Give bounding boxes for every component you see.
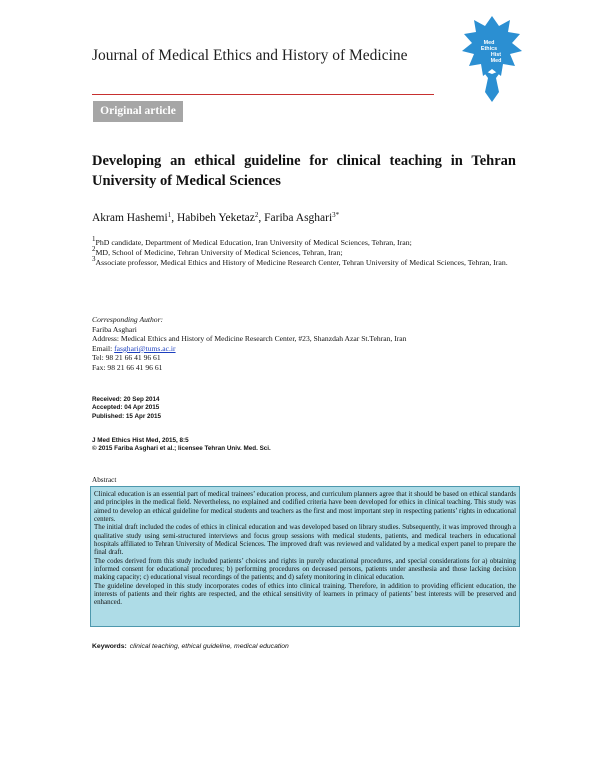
- logo-text-line: Ethics: [480, 46, 498, 52]
- date-received: Received: 20 Sep 2014: [92, 396, 160, 403]
- author-affiliation-mark: 2: [254, 211, 259, 219]
- journal-title: Journal of Medical Ethics and History of Medicine: [92, 47, 408, 64]
- citation-ref: J Med Ethics Hist Med, 2015, 8:5: [92, 437, 189, 444]
- author-affiliation-mark: 3*: [332, 211, 340, 219]
- corresponding-email-line: Email: fasghari@tums.ac.ir: [92, 343, 176, 353]
- author-affiliation-mark: 1: [167, 211, 172, 219]
- journal-logo: [452, 14, 532, 104]
- affiliation-2: $^2$MD, School of Medicine, Tehran University of Medical Sciences, Tehran, Iran;: [92, 245, 343, 257]
- citation-block: [92, 437, 271, 454]
- corresponding-name: Fariba Asghari: [92, 324, 137, 334]
- abstract-paragraph: The guideline developed in this study incorporates codes of ethics into clinical training. Therefore, in addition to providing efficient education, the interests of patients and their rights are respected, and the ethical sensitivity of learners in primacy of patients’ best interests will be preserved and enhanced.: [94, 581, 516, 607]
- keywords-label: Keywords:: [92, 643, 127, 650]
- affiliation-1: $^1$PhD candidate, Department of Medical Education, Iran University of Medical Sciences, Tehran, Iran;: [92, 235, 412, 247]
- affiliation-3: $^3$Associate professor, Medical Ethics and History of Medicine Research Center, Tehran University of Medical Sciences, Tehran, Iran.: [92, 255, 508, 267]
- date-accepted: Accepted: 04 Apr 2015: [92, 404, 160, 412]
- header-rule: [92, 94, 434, 95]
- author-separator: ,: [171, 212, 177, 224]
- corresponding-tel: Tel: 98 21 66 41 96 61: [92, 353, 161, 363]
- corresponding-author-block: [92, 315, 406, 373]
- abstract-paragraph: The initial draft included the codes of ethics in clinical education and was developed based on library studies. Subsequently, it was improved through a qualitative study using semi-structured interviews and focus group sessions with medical students, patients, and medical teachers in educational hospitals affiliated to Tehran University of Medical Sciences. The improved draft was reviewed and validated by a medical expert panel to prepare the final draft.: [94, 523, 516, 557]
- article-title: Developing an ethical guideline for clinical teaching in Tehran University of Medical Sciences: [92, 153, 516, 189]
- author-list: [92, 211, 339, 224]
- author-name: Fariba Asghari: [264, 212, 333, 224]
- corresponding-fax: Fax: 98 21 66 41 96 61: [92, 362, 163, 372]
- email-link[interactable]: fasghari@tums.ac.ir: [114, 343, 176, 353]
- corresponding-heading: Corresponding Author:: [92, 315, 164, 324]
- dates-block: [92, 396, 161, 421]
- date-published: Published: 15 Apr 2015: [92, 412, 162, 420]
- journal-logo-icon: [452, 14, 532, 104]
- article-type-badge: Original article: [93, 101, 183, 122]
- citation-copyright: © 2015 Fariba Asghari et al.; licensee Tehran Univ. Med. Sci.: [92, 445, 271, 453]
- abstract-paragraph: The codes derived from this study included patients’ choices and rights in purely educational procedures, and special considerations for a) obtaining informed consent for educational procedures; b) performing procedures on deceased persons, patients under anesthesia and those lacking decision making capacity; c) educational visual recordings of the patients; and d) safety monitoring in clinical education.: [94, 556, 516, 582]
- keywords-line: [92, 643, 289, 650]
- abstract-box: [90, 486, 520, 627]
- author-name: Habibeh Yeketaz: [176, 212, 255, 224]
- abstract-label: Abstract: [92, 476, 117, 484]
- author-name: Akram Hashemi: [92, 212, 168, 224]
- author-separator: ,: [258, 212, 265, 224]
- corresponding-address: Address: Medical Ethics and History of Medicine Research Center, #23, Shanzdah Azar St.Tehran, Iran: [92, 334, 407, 344]
- logo-text-line: Med: [490, 58, 502, 64]
- keywords-text: clinical teaching, ethical guideline, medical education: [129, 643, 289, 650]
- logo-text-line: Hist: [490, 52, 502, 58]
- abstract-paragraph: Clinical education is an essential part of medical trainees’ education process, and curriculum planners agree that it should be based on ethical standards and principles in the medical field. Nevertheless, no explained and codified criteria have been developed for ethics in clinical teaching. This study was aimed to develop an ethical guideline for medical students and teachers as the first and most important step in respecting patients’ rights in educational centers.: [94, 490, 516, 524]
- logo-text-line: Med: [483, 40, 495, 46]
